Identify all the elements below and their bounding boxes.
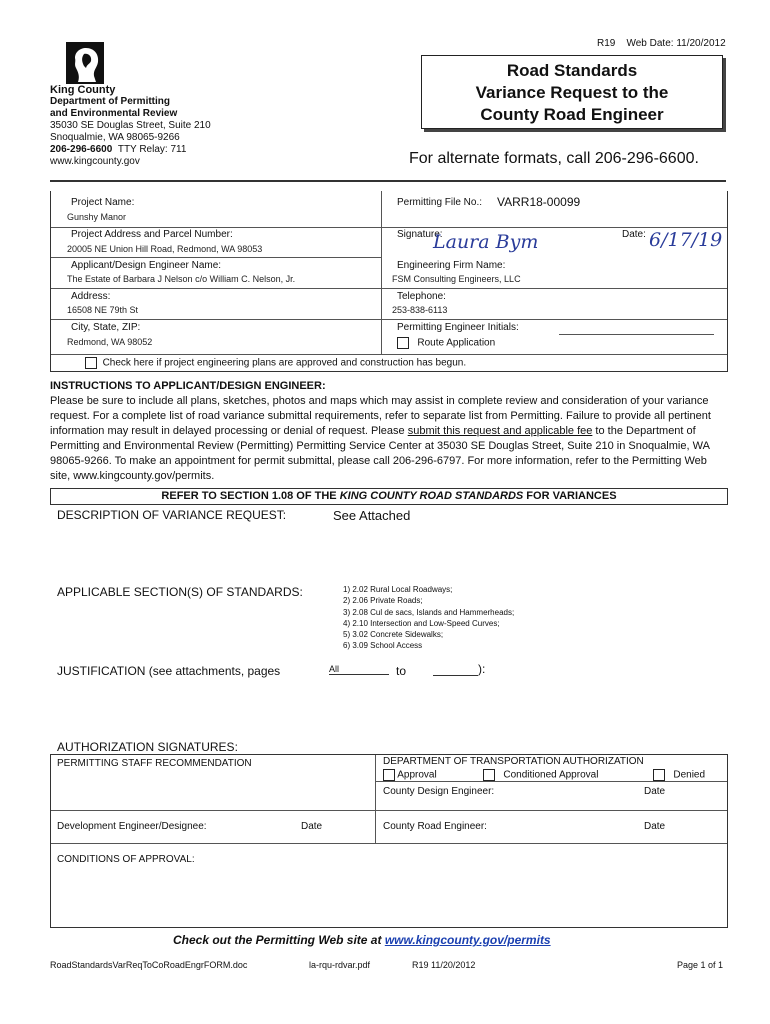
route-application-label: Route Application	[417, 337, 496, 349]
description-field[interactable]: See Attached	[333, 508, 411, 523]
firm-label: Engineering Firm Name:	[397, 260, 506, 271]
permit-file-label: Permitting File No.:	[397, 197, 483, 208]
project-name-field[interactable]: Gunshy Manor	[67, 212, 127, 222]
city-label: City, State, ZIP:	[71, 322, 141, 333]
date-field[interactable]: 6/17/19	[649, 229, 723, 251]
header-divider	[50, 180, 726, 182]
applicant-field[interactable]: The Estate of Barbara J Nelson c/o William C. Nelson, Jr.	[67, 274, 296, 284]
authorization-table	[50, 754, 728, 928]
denied-label: Denied	[673, 769, 706, 781]
dev-date-label: Date	[301, 821, 323, 832]
page-number: Page 1 of 1	[677, 960, 724, 970]
alternate-formats-note: For alternate formats, call 206-296-6600.	[409, 150, 699, 167]
signature-field[interactable]: Laura Bym	[433, 231, 539, 253]
project-address-label: Project Address and Parcel Number:	[71, 229, 233, 240]
development-engineer-label: Development Engineer/Designee:	[57, 821, 207, 832]
dept-line2: and Environmental Review	[50, 108, 178, 119]
county-design-engineer-label: County Design Engineer:	[383, 786, 495, 797]
dot-authorization-label: DEPARTMENT OF TRANSPORTATION AUTHORIZATION	[383, 756, 644, 767]
instructions-body: Please be sure to include all plans, sketches, photos and maps which may assist in complete review and consideration of your variance request. For a complete list of road variance submittal requirements, refer to separate list from Permitting. Failure to provide all pertinent information may result in delayed processing or denial of request. Please submit this request and applicable fee to the Department of Permitting and Environmental Review (Permitting) Permitting Service Center at 35030 SE Douglas Street, Suite 210 in Snoqualmie, WA 98065-9266. To make an appointment for permit submittal, please call 206-296-6797. For more information, refer to the Permitting Web site, www.kingcounty.gov/permits.	[50, 395, 711, 482]
city-field[interactable]: Redmond, WA 98052	[67, 337, 153, 347]
construction-begun-label: Check here if project engineering plans are approved and construction has begun.	[102, 357, 467, 369]
county-road-engineer-label: County Road Engineer:	[383, 821, 487, 832]
agency-phone: 206-296-6600	[50, 144, 113, 155]
footer-pdfname: la-rqu-rdvar.pdf	[309, 960, 371, 970]
description-label: DESCRIPTION OF VARIANCE REQUEST:	[57, 508, 287, 522]
pages-to-label: to	[396, 664, 407, 678]
route-application-checkbox[interactable]	[397, 337, 409, 349]
dept-line1: Department of Permitting	[50, 96, 171, 107]
applicant-label: Applicant/Design Engineer Name:	[71, 260, 222, 271]
address-field[interactable]: 16508 NE 79th St	[67, 305, 139, 315]
instructions-heading: INSTRUCTIONS TO APPLICANT/DESIGN ENGINEER:	[50, 380, 326, 392]
address-line1: 35030 SE Douglas Street, Suite 210	[50, 120, 211, 131]
agency-block	[50, 84, 211, 168]
authorization-heading: AUTHORIZATION SIGNATURES:	[57, 740, 238, 754]
form-revision: R19 Web Date: 11/20/2012	[597, 38, 726, 49]
list-item: 3) 2.08 Cul de sacs, Islands and Hammerheads;	[343, 607, 515, 617]
refer-section-banner: REFER TO SECTION 1.08 OF THE KING COUNTY ROAD STANDARDS FOR VARIANCES	[50, 488, 728, 505]
permitting-website-note: Check out the Permitting Web site at www.kingcounty.gov/permits	[173, 933, 551, 947]
justification-close: ):	[478, 662, 486, 676]
approval-checkbox[interactable]	[383, 769, 395, 781]
footer-filename: RoadStandardsVarReqToCoRoadEngrFORM.doc	[50, 960, 248, 970]
firm-field[interactable]: FSM Consulting Engineers, LLC	[392, 274, 521, 284]
list-item: 2) 2.06 Private Roads;	[343, 596, 423, 606]
list-item: 1) 2.02 Rural Local Roadways;	[343, 585, 453, 594]
project-name-label: Project Name:	[71, 197, 135, 208]
standards-list[interactable]	[343, 584, 514, 652]
date-label: Date:	[622, 229, 646, 240]
conditioned-approval-checkbox[interactable]	[483, 769, 495, 781]
telephone-field[interactable]: 253-838-6113	[392, 305, 448, 315]
conditions-label: CONDITIONS OF APPROVAL:	[57, 854, 195, 865]
approval-label: Approval	[397, 769, 437, 781]
permitting-website-link[interactable]: www.kingcounty.gov/permits	[384, 933, 551, 947]
list-item: 6) 3.09 School Access	[343, 641, 423, 651]
form-title: Road Standards Variance Request to the County Road Engineer	[421, 55, 723, 129]
conditioned-approval-label: Conditioned Approval	[503, 769, 599, 781]
submit-request-emphasis: submit this request and applicable fee	[407, 425, 593, 437]
road-date-label: Date	[644, 821, 666, 832]
pages-from-field[interactable]: All	[329, 664, 389, 675]
permit-file-field[interactable]: VARR18-00099	[497, 195, 581, 209]
staff-recommendation-label: PERMITTING STAFF RECOMMENDATION	[57, 758, 252, 769]
standards-label: APPLICABLE SECTION(S) OF STANDARDS:	[57, 585, 303, 599]
signature-label: Signature:	[397, 229, 443, 240]
agency-name: King County	[50, 84, 116, 96]
address-line2: Snoqualmie, WA 98065-9266	[50, 132, 180, 143]
justification-label: JUSTIFICATION (see attachments, pages	[57, 664, 281, 678]
construction-begun-checkbox[interactable]	[85, 357, 97, 369]
design-date-label: Date	[644, 786, 666, 797]
list-item: 4) 2.10 Intersection and Low-Speed Curves;	[343, 618, 500, 628]
agency-website: www.kingcounty.gov	[50, 156, 140, 167]
project-info-form	[50, 191, 728, 372]
tty-relay: TTY Relay: 711	[117, 144, 187, 155]
telephone-label: Telephone:	[397, 291, 446, 302]
address-label: Address:	[71, 291, 111, 302]
denied-checkbox[interactable]	[653, 769, 665, 781]
king-county-logo-icon	[66, 42, 104, 84]
footer-revision: R19 11/20/2012	[412, 960, 476, 970]
initials-label: Permitting Engineer Initials:	[397, 322, 519, 333]
pages-to-field[interactable]	[433, 675, 478, 676]
list-item: 5) 3.02 Concrete Sidewalks;	[343, 630, 444, 640]
project-address-field[interactable]: 20005 NE Union Hill Road, Redmond, WA 98053	[67, 244, 263, 254]
